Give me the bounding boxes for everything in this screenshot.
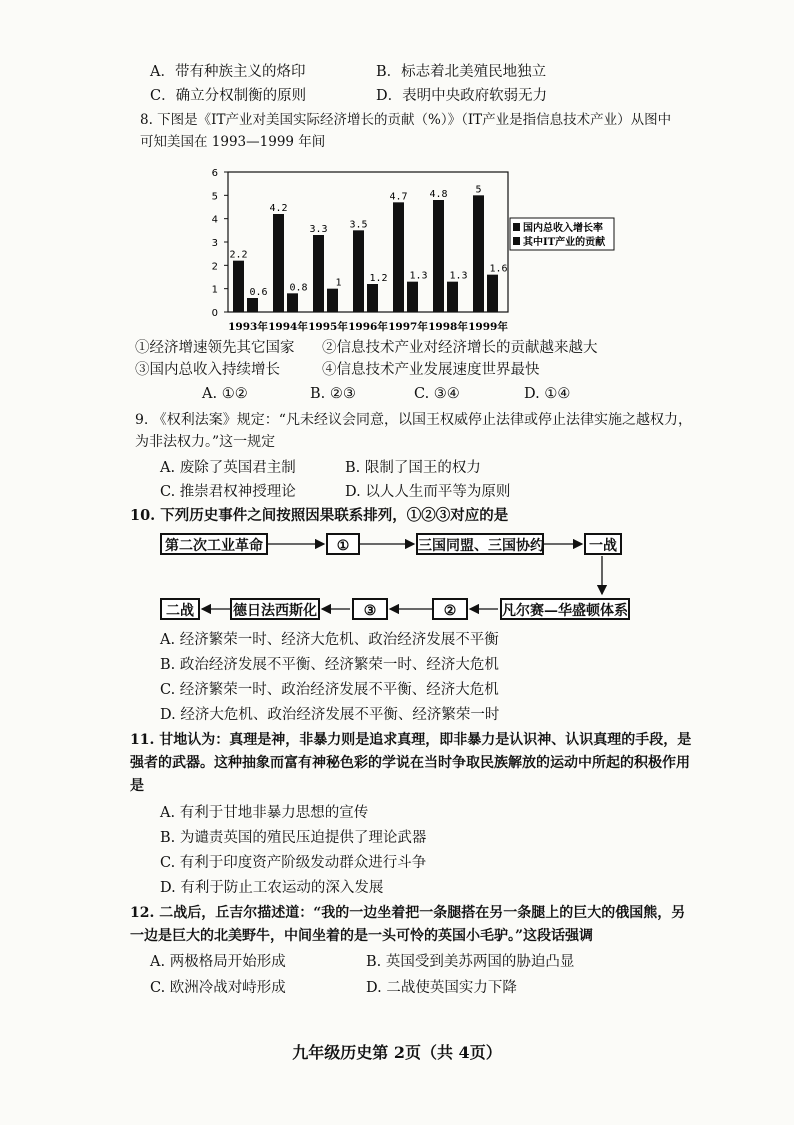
flow-box-versailles-washington: 凡尔赛—华盛顿体系 xyxy=(500,598,630,620)
q10-option-c: C. 经济繁荣一时、政治经济发展不平衡、经济大危机 xyxy=(160,682,499,698)
y-tick-label: 5 xyxy=(211,191,218,203)
flow-box-ww2: 二战 xyxy=(160,598,200,620)
y-tick-label: 2 xyxy=(211,261,218,273)
q7-option-a: A．带有种族主义的烙印 xyxy=(150,64,306,80)
bar-value-label: 1.2 xyxy=(369,273,388,284)
bar-value-label: 5 xyxy=(475,184,482,196)
q12-option-a: A. 两极格局开始形成 xyxy=(150,954,286,970)
x-category-label: 1997年 xyxy=(388,321,428,333)
flow-box-second-industrial-revolution: 第二次工业革命 xyxy=(160,533,268,555)
q8-statement-1: ①经济增速领先其它国家 xyxy=(135,340,295,356)
q11-stem-line2: 强者的武器。这种抽象而富有神秘色彩的学说在当时争取民族解放的运动中所起的积极作用 xyxy=(130,755,690,771)
x-category-label: 1998年 xyxy=(428,321,468,333)
flow-box-blank-3: ③ xyxy=(352,598,388,620)
x-category-label: 1993年 xyxy=(228,321,268,333)
q12-stem-line2: 一边是巨大的北美野牛，中间坐着的是一头可怜的英国小毛驴。”这段话强调 xyxy=(130,928,594,944)
q11-option-b: B. 为谴责英国的殖民压迫提供了理论武器 xyxy=(160,830,427,846)
q11-stem-line1: 11. 甘地认为：真理是神，非暴力则是追求真理，即非暴力是认识神、认识真理的手段，是 xyxy=(130,732,692,748)
bar-value-label: 1.3 xyxy=(409,270,428,282)
q8-statement-3: ③国内总收入持续增长 xyxy=(135,362,280,378)
bar-value-label: 0.6 xyxy=(249,287,268,298)
flow-box-ww1: 一战 xyxy=(584,533,622,555)
q12-stem-line1: 12. 二战后，丘吉尔描述道：“我的一边坐着把一条腿搭在另一条腿上的巨大的俄国熊，另 xyxy=(130,905,686,921)
q11-option-d: D. 有利于防止工农运动的深入发展 xyxy=(160,880,384,896)
q9-option-a: A. 废除了英国君主制 xyxy=(160,460,296,476)
q8-option-b: B. ②③ xyxy=(310,386,356,402)
bar-value-label: 4.8 xyxy=(429,189,448,200)
q8-option-c: C. ③④ xyxy=(414,386,460,402)
q12-option-c: C. 欧洲冷战对峙形成 xyxy=(150,980,286,996)
q11-option-a: A. 有利于甘地非暴力思想的宣传 xyxy=(160,805,369,821)
q10-option-a: A. 经济繁荣一时、经济大危机、政治经济发展不平衡 xyxy=(160,632,499,648)
q8-statement-2: ②信息技术产业对经济增长的贡献越来越大 xyxy=(322,340,598,356)
q8-option-d: D. ①④ xyxy=(524,386,571,402)
flow-box-fascism: 德日法西斯化 xyxy=(230,598,320,620)
y-tick-label: 1 xyxy=(211,284,218,296)
q11-option-c: C. 有利于印度资产阶级发动群众进行斗争 xyxy=(160,855,427,871)
q10-stem: 10. 下列历史事件之间按照因果联系排列，①②③对应的是 xyxy=(130,507,509,524)
flow-box-blank-1: ① xyxy=(326,533,360,555)
q10-option-b: B. 政治经济发展不平衡、经济繁荣一时、经济大危机 xyxy=(160,657,499,673)
q8-stem-line2: 可知美国在 1993—1999 年间 xyxy=(140,134,326,150)
y-tick-label: 4 xyxy=(211,214,218,226)
bar-value-label: 0.8 xyxy=(289,282,308,294)
bar-value-label: 1.3 xyxy=(449,270,468,282)
q12-option-d: D. 二战使英国实力下降 xyxy=(366,980,517,996)
q11-stem-line3: 是 xyxy=(130,778,144,794)
q7-option-d: D．表明中央政府软弱无力 xyxy=(376,88,548,104)
q12-option-b: B. 英国受到美苏两国的胁迫凸显 xyxy=(366,954,575,970)
legend-label: 其中IT产业的贡献 xyxy=(523,237,606,248)
q7-option-b: B．标志着北美殖民地独立 xyxy=(376,64,547,80)
bar-value-label: 2.2 xyxy=(229,249,248,261)
x-category-label: 1999年 xyxy=(468,321,508,333)
q8-stem-line1: 8. 下图是《IT产业对美国实际经济增长的贡献（%）》（IT产业是指信息技术产业）从图中 xyxy=(140,112,672,128)
q7-option-c: C．确立分权制衡的原则 xyxy=(150,88,307,104)
q8-option-a: A. ①② xyxy=(202,386,248,402)
legend-label: 国内总收入增长率 xyxy=(523,223,603,234)
x-category-label: 1996年 xyxy=(348,321,388,333)
flow-box-blank-2: ② xyxy=(432,598,468,620)
y-tick-label: 0 xyxy=(211,308,218,319)
flow-box-alliances: 三国同盟、三国协约 xyxy=(416,533,544,555)
bar-value-label: 3.5 xyxy=(349,219,368,231)
y-tick-label: 6 xyxy=(211,168,218,179)
bar-value-label: 3.3 xyxy=(309,224,328,235)
bar-value-label: 1.6 xyxy=(489,263,508,275)
bar-value-label: 4.2 xyxy=(269,203,288,214)
q9-stem-line2: 为非法权力。”这一规定 xyxy=(135,434,276,450)
q8-statement-4: ④信息技术产业发展速度世界最快 xyxy=(322,362,540,378)
bar-value-label: 4.7 xyxy=(389,191,408,203)
q9-option-b: B. 限制了国王的权力 xyxy=(345,460,481,476)
page-footer: 九年级历史第 2页（共 4页） xyxy=(292,1043,502,1062)
bar-value-label: 1 xyxy=(335,277,342,289)
x-category-label: 1995年 xyxy=(308,321,348,333)
x-category-label: 1994年 xyxy=(268,321,308,333)
q9-stem-line1: 9. 《权利法案》规定：“凡未经议会同意，以国王权威停止法律或停止法律实施之越权力， xyxy=(135,412,692,428)
y-tick-label: 3 xyxy=(211,238,218,249)
q10-option-d: D. 经济大危机、政治经济发展不平衡、经济繁荣一时 xyxy=(160,707,500,723)
q9-option-c: C. 推崇君权神授理论 xyxy=(160,484,296,500)
q9-option-d: D. 以人人生而平等为原则 xyxy=(345,484,511,500)
